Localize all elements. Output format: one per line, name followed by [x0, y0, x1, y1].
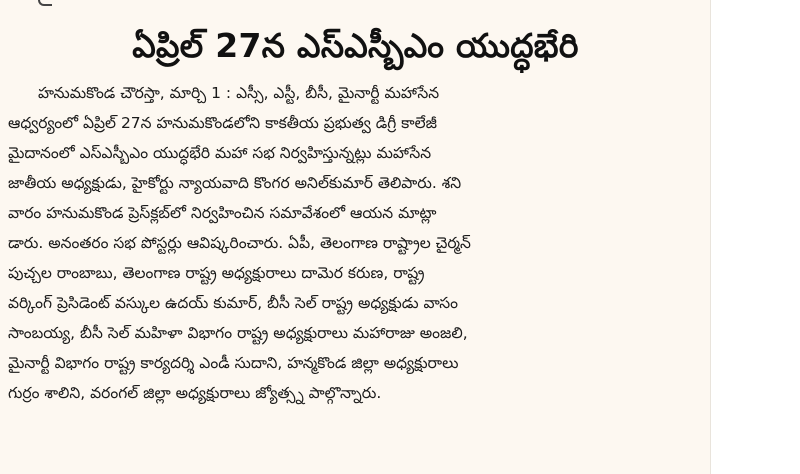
body-line: హనుమకొండ చౌరస్తా, మార్చి 1 : ఎస్సీ, ఎస్టీ, బీసీ, మైనార్టీ మహాసేన — [38, 84, 440, 102]
article-headline: ఏప్రిల్ 27న ఎస్ఎస్బీఎం యుద్ధభేరి — [132, 26, 579, 65]
body-line: వర్కింగ్ ప్రెసిడెంట్ వస్కుల ఉదయ్ కుమార్, బీసీ సెల్ రాష్ట్ర అధ్యక్షుడు వాసం — [8, 294, 458, 312]
body-line: ఆధ్వర్యంలో ఏప్రిల్ 27న హనుమకొండలోని కాకతీయ ప్రభుత్వ డిగ్రీ కాలేజీ — [8, 114, 437, 132]
body-line: సాంబయ్య, బీసీ సెల్ మహిళా విభాగం రాష్ట్ర అధ్యక్షురాలు మహారాజు అంజలి, — [8, 324, 468, 342]
body-line: పుచ్చల రాంబాబు, తెలంగాణ రాష్ట్ర అధ్యక్షురాలు దామెర కరుణ, రాష్ట్ర — [8, 264, 425, 282]
body-line: వారం హనుమకొండ ప్రెస్‌క్లబ్‌లో నిర్వహించిన సమావేశంలో ఆయన మాట్లా — [8, 204, 437, 222]
body-line: మైదానంలో ఎస్ఎస్బీఎం యుద్ధభేరి మహా సభ నిర్వహిస్తున్నట్లు మహాసేన — [8, 144, 432, 162]
article-body — [8, 78, 706, 408]
body-line: జాతీయ అధ్యక్షుడు, హైకోర్టు న్యాయవాది కొంగర అనిల్‌కుమార్ తెలిపారు. శని — [8, 174, 462, 192]
body-line: మైనార్టీ విభాగం రాష్ట్ర కార్యదర్శి ఎండీ సుదాని, హన్మకొండ జిల్లా అధ్యక్షురాలు — [8, 354, 459, 372]
body-line: డారు. అనంతరం సభ పోస్టర్లు ఆవిష్కరించారు. ఏపీ, తెలంగాణ రాష్ట్రాల చైర్మన్ — [8, 234, 471, 252]
body-line: గుర్రం శాలిని, వరంగల్ జిల్లా అధ్యక్షురాలు జ్యోత్స్న పాల్గొన్నారు. — [8, 384, 382, 402]
previous-article-fragment — [38, 0, 52, 6]
